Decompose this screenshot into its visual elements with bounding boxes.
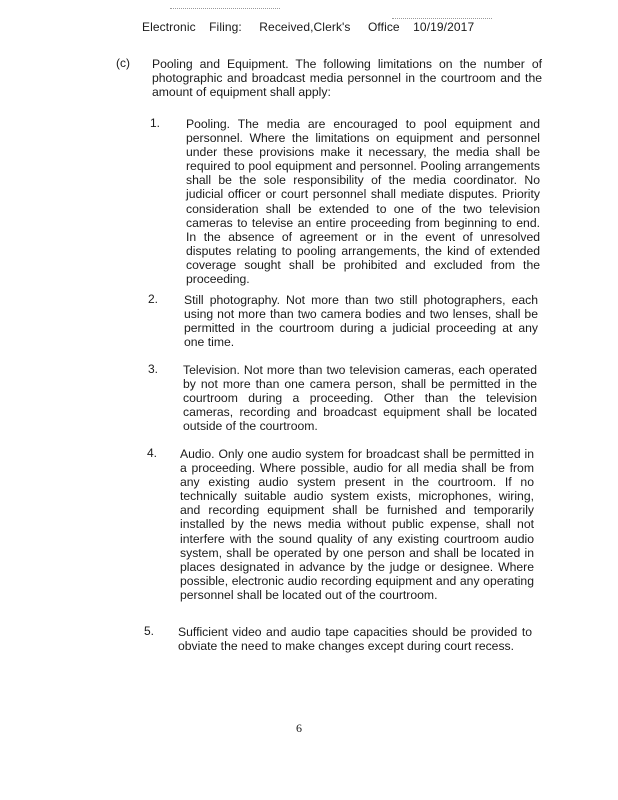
item-text: Television. Not more than two television cameras, each operated by not more than one camera person, shall be permitted in the courtroom during a proceeding. Other than the television cameras, recording and broadcast equipment shall be located outside of the courtroom. bbox=[183, 363, 537, 434]
scan-artifact bbox=[170, 8, 280, 11]
item-label: 2. bbox=[148, 292, 159, 306]
header-received: Received,Clerk's bbox=[259, 20, 351, 34]
header-office: Office bbox=[367, 20, 400, 34]
item-text: Sufficient video and audio tape capacities should be provided to obviate the need to make changes except during court recess. bbox=[178, 625, 532, 654]
item-text: Pooling. The media are encouraged to pool equipment and personnel. Where the limitations on equipment and personnel under these provisions make it necessary, the media shall be required to pool equipment and personnel. Pooling arrangements shall be the sole responsibility of the media coordinator. No judicial officer or court personnel shall mediate disputes. Priority consideration shall be extended to one of the two television cameras to televise an entire proceeding from beginning to end. In the absence of agreement or in the event of unresolved disputes relating to pooling arrangements, the kind of extended coverage sought shall be prohibited and excluded from the proceeding. bbox=[186, 117, 540, 287]
header-date: 10/19/2017 bbox=[413, 20, 475, 34]
page-number: 6 bbox=[296, 721, 302, 735]
item-label: 5. bbox=[144, 624, 155, 638]
filing-header bbox=[142, 20, 484, 34]
item-label: 1. bbox=[150, 116, 161, 130]
item-text: Audio. Only one audio system for broadcast shall be permitted in a proceeding. Where possible, audio for all media shall be from any existing audio system present in the courtroom. If no technically suitable audio system exists, microphones, wiring, and recording equipment shall be furnished and temporarily installed by the news media without public expense, shall not interfere with the sound quality of any existing courtroom audio system, shall be operated by one person and shall be located in places designated in advance by the judge or designee. Where possible, electronic audio recording equipment and any operating personnel shall be located out of the courtroom. bbox=[180, 447, 534, 602]
section-label: (c) bbox=[116, 56, 130, 70]
item-label: 3. bbox=[148, 362, 159, 376]
section-text: Pooling and Equipment. The following limitations on the number of photographic and broadcast media personnel in the courtroom and the amount of equipment shall apply: bbox=[152, 57, 542, 100]
item-text: Still photography. Not more than two still photographers, each using not more than two camera bodies and two lenses, shall be permitted in the courtroom during a judicial proceeding at any one time. bbox=[184, 293, 538, 350]
header-filing: Filing: bbox=[209, 20, 242, 34]
header-electronic: Electronic bbox=[142, 20, 196, 34]
item-label: 4. bbox=[147, 446, 158, 460]
